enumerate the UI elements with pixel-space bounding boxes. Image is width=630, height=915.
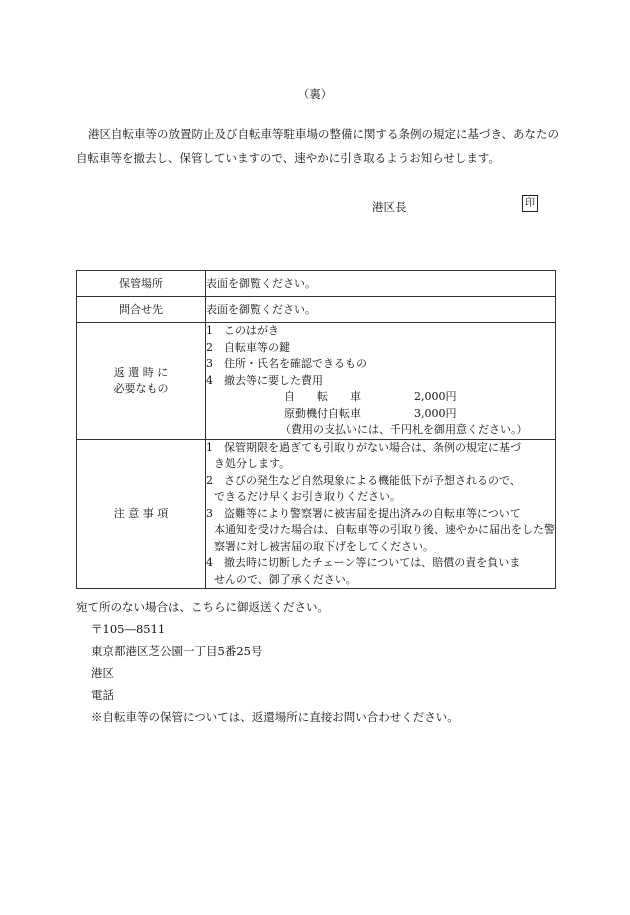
notes-label: 注 意 事 項 <box>77 439 206 589</box>
list-item <box>206 340 555 357</box>
signature-title: 港区長 <box>372 200 407 214</box>
fee-label: 自 転 車 <box>284 390 361 403</box>
note-rest: せんので、御了承ください。 <box>214 572 357 586</box>
required-label-line1: 返 還 時 に <box>113 365 169 379</box>
table-row-notes <box>77 439 556 589</box>
note-line1: さびの発生など自然現象による機能低下が予想されるので、 <box>224 473 521 487</box>
notes-value <box>206 439 556 589</box>
list-item <box>206 473 555 506</box>
phone-label: 電話 <box>91 688 114 702</box>
list-item <box>206 373 555 390</box>
office-name: 港区 <box>91 666 114 680</box>
item-text: 撤去等に要した費用 <box>224 373 323 387</box>
note-rest: できるだけ早くお引き取りください。 <box>214 490 401 503</box>
item-number: 4 <box>206 556 213 569</box>
storage-value: 表面を御覧ください。 <box>206 271 556 297</box>
fee-note: （費用の支払いには、千円札を御用意ください。） <box>280 423 528 436</box>
required-label-line2: 必要なもの <box>113 381 169 395</box>
intro-paragraph: 港区自転車等の放置防止及び自転車等駐車場の整備に関する条例の規定に基づき、あなたの自転車等を撤去し、保管していますので、速やかに引き取るようお知らせします。 <box>76 127 560 165</box>
item-number: 3 <box>206 506 213 520</box>
item-number: 1 <box>206 440 213 454</box>
required-label <box>77 323 206 440</box>
item-number: 3 <box>206 357 213 370</box>
list-item <box>206 440 555 473</box>
table-row-contact <box>77 297 556 323</box>
item-text: 自転車等の鍵 <box>224 340 290 354</box>
inquiry-note: ※自転車等の保管については、返還場所に直接お問い合わせください。 <box>91 710 459 724</box>
note-rest: き処分します。 <box>214 457 291 470</box>
contact-label: 問合せ先 <box>77 297 206 323</box>
side-label: （裏） <box>297 87 333 101</box>
item-text: 住所・氏名を確認できるもの <box>224 357 367 370</box>
table-row-required <box>77 323 556 440</box>
list-item <box>206 323 555 340</box>
postal-code: 〒105―8511 <box>91 622 166 636</box>
fee-row-moped <box>206 406 555 423</box>
note-line1: 撤去時に切断したチェーン等については、賠償の責を負いま <box>224 556 521 569</box>
seal-stamp: 印 <box>522 195 538 212</box>
list-item <box>206 356 555 373</box>
fee-amount: 2,000円 <box>414 390 457 403</box>
note-line1: 盗難等により警察署に被害届を提出済みの自転車等について <box>224 506 521 520</box>
fee-label: 原動機付自転車 <box>284 406 361 420</box>
fee-row-bicycle <box>206 389 555 406</box>
list-item <box>206 506 555 556</box>
item-text: このはがき <box>224 324 279 337</box>
list-item <box>206 555 555 588</box>
info-table <box>76 270 556 589</box>
note-line1: 保管期限を過ぎても引取りがない場合は、条例の規定に基づ <box>224 440 521 454</box>
required-value <box>206 323 556 440</box>
required-items <box>206 323 555 389</box>
item-number: 2 <box>206 340 213 354</box>
fee-amount: 3,000円 <box>414 406 457 420</box>
storage-label: 保管場所 <box>77 271 206 297</box>
contact-value: 表面を御覧ください。 <box>206 297 556 323</box>
address: 東京都港区芝公園一丁目5番25号 <box>91 644 263 658</box>
item-number: 4 <box>206 373 213 387</box>
return-address-block <box>76 596 459 728</box>
item-number: 2 <box>206 473 213 487</box>
return-note: 宛て所のない場合は、こちらに御返送ください。 <box>76 600 329 614</box>
item-number: 1 <box>206 324 213 337</box>
table-row-storage <box>77 271 556 297</box>
notes-list <box>206 440 555 589</box>
note-rest: 本通知を受けた場合は、自転車等の引取り後、速やかに届出をした警察署に対し被害届の取下げをしてください。 <box>214 523 555 553</box>
